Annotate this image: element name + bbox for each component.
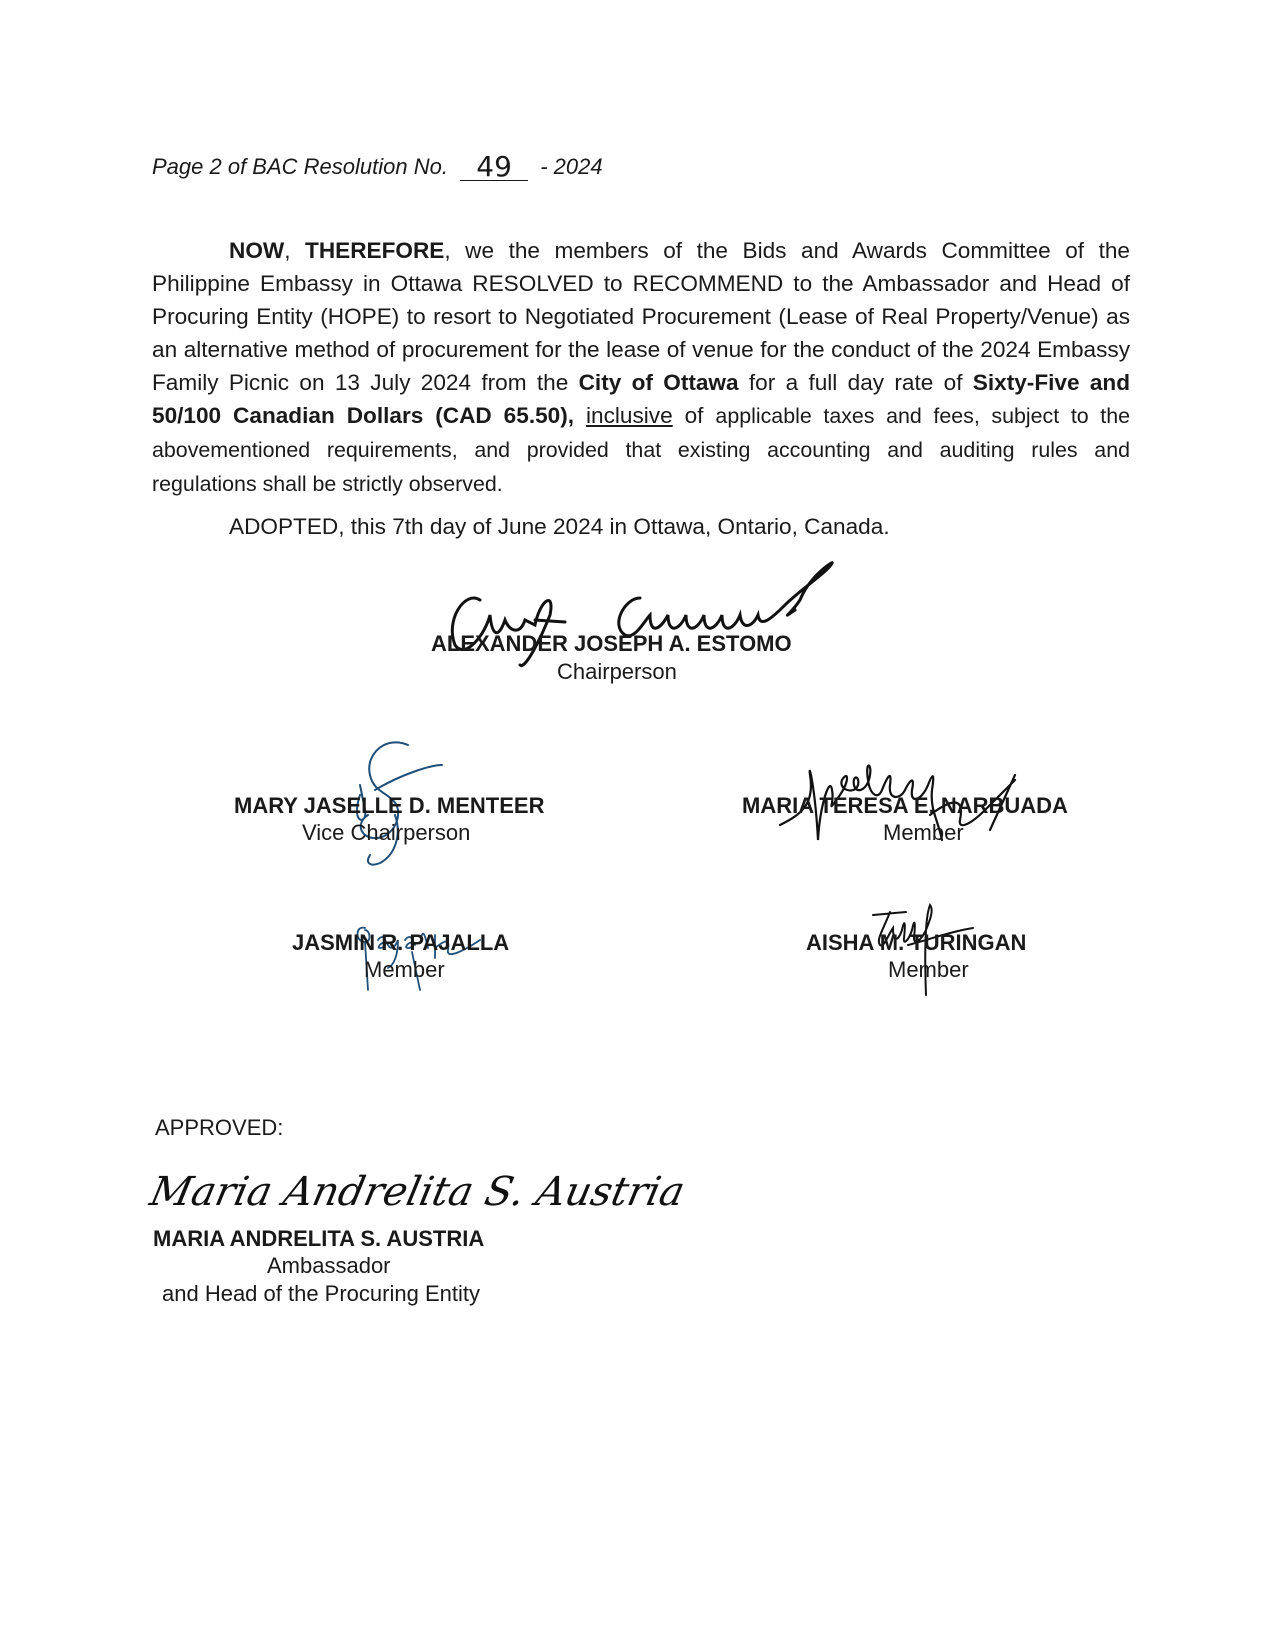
header-prefix: Page 2 of BAC Resolution No. [152, 154, 448, 179]
body-text-3 [574, 403, 586, 428]
resolution-body [152, 234, 1130, 501]
resolution-number: 49 [460, 154, 528, 181]
chair-name: ALEXANDER JOSEPH A. ESTOMO [431, 631, 792, 656]
lead-now: NOW [229, 238, 285, 263]
body-text-5: applicable taxes and fees, subject to the abovementioned requirements, and provided that existing accounting and auditing rules and regulations shall be strictly observed. [152, 404, 1131, 496]
approval-title: Ambassador [267, 1253, 391, 1278]
vice-chair-title: Vice Chairperson [302, 820, 471, 845]
approved-label: APPROVED: [155, 1115, 284, 1140]
vice-chair-name: MARY JASELLE D. MENTEER [234, 793, 545, 818]
approval-signature [146, 1150, 690, 1230]
member-1-title: Member [883, 820, 964, 845]
lead-therefore: THEREFORE [305, 238, 445, 263]
member-3-name: AISHA M. TURINGAN [806, 930, 1027, 955]
member-3-title: Member [888, 957, 969, 982]
lead-separator: , [284, 238, 306, 263]
body-text-1: , we the members of the Bids and Awards Committee of the Philippine Embassy in Ottawa RESOLVED to RECOMMEND to the Ambassador and Head of Procuring Entity (HOPE) to resort to Negotiated Procurement (Lease of Real Property/Venue) as an alternative method of procurement for the lease of venue for the conduct of the 2024 Embassy Family Picnic on 13 July 2024 from the [152, 238, 1130, 395]
body-text-2: for a full day rate of [738, 370, 973, 395]
body-text-4: of [672, 403, 716, 428]
inclusive-word: inclusive [586, 403, 673, 428]
approval-name: MARIA ANDRELITA S. AUSTRIA [153, 1226, 485, 1251]
member-2-name: JASMIN R. PAJALLA [292, 930, 510, 955]
approval-signature-text: Maria Andrelita S. Austria [146, 1167, 690, 1215]
approval-title-2: and Head of the Procuring Entity [162, 1281, 480, 1306]
page-header [152, 150, 603, 183]
header-suffix: - 2024 [540, 154, 603, 179]
member-1-name: MARIA TERESA E. NARBUADA [742, 793, 1068, 818]
chair-title: Chairperson [557, 659, 677, 684]
adopted-line: ADOPTED, this 7th day of June 2024 in Ottawa, Ontario, Canada. [229, 514, 890, 539]
amount: Sixty-Five and 50/100 Canadian Dollars (CAD 65.50), [152, 370, 1131, 428]
member-2-title: Member [364, 957, 445, 982]
city-name: City of Ottawa [578, 370, 739, 395]
